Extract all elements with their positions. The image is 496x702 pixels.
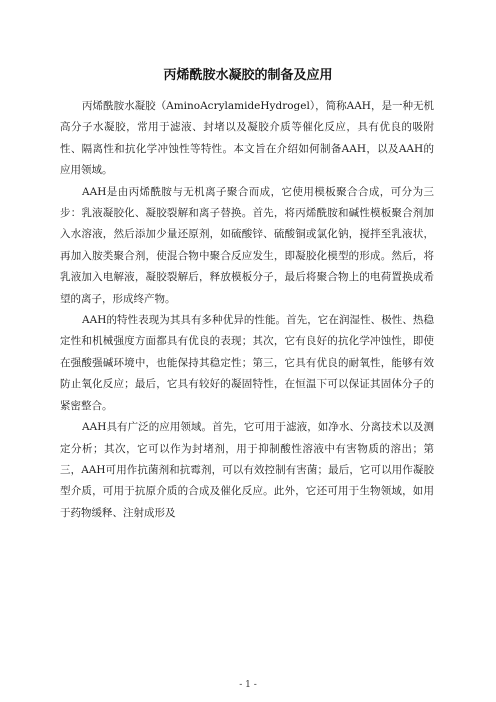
- document-body: [60, 96, 434, 524]
- paragraph: AAH是由丙烯酰胺与无机离子聚合而成，它使用模板聚合合成，可分为三步：乳液凝胶化、凝胶裂解和离子替换。首先，将丙烯酰胺和碱性模板聚合剂加入水溶液，然后添加少量还原剂，如硫酸锌、硫酸铜或氯化钠，搅拌至乳液状，再加入胺类聚合剂，使混合物中聚合反应发生，即凝胶化模型的形成。然后，将乳液加入电解液，凝胶裂解后，释放模板分子，最后将聚合物上的电荷置换成希望的离子，形成终产物。: [60, 185, 434, 305]
- paragraph: 丙烯酰胺水凝胶（AminoAcrylamideHydrogel），简称AAH，是一种无机高分子水凝胶，常用于滤液、封堵以及凝胶介质等催化反应，具有优良的吸附性、隔离性和抗化学冲蚀性等特性。本文旨在介绍如何制备AAH，以及AAH的应用领域。: [60, 100, 434, 177]
- paragraph: AAH的特性表现为其具有多种优异的性能。首先，它在润湿性、极性、热稳定性和机械强度方面都具有优良的表现；其次，它有良好的抗化学冲蚀性，即使在强酸强碱环境中，也能保持其稳定性；第三，它具有优良的耐氧性，能够有效防止氧化反应；最后，它具有较好的凝固特性，在恒温下可以保证其固体分子的紧密整合。: [60, 314, 434, 412]
- page-number: - 1 -: [239, 680, 257, 690]
- paragraph: AAH具有广泛的应用领域。首先，它可用于滤液，如净水、分离技术以及测定分析；其次，它可以作为封堵剂，用于抑制酸性溶液中有害物质的溶出；第三，AAH可用作抗菌剂和抗霉剂，可以有效控制有害菌；最后，它可以用作凝胶型介质，可用于抗原介质的合成及催化反应。此外，它还可用于生物领域，如用于药物缓释、注射成形及: [60, 421, 434, 519]
- document-title: 丙烯酰胺水凝胶的制备及应用: [163, 68, 333, 83]
